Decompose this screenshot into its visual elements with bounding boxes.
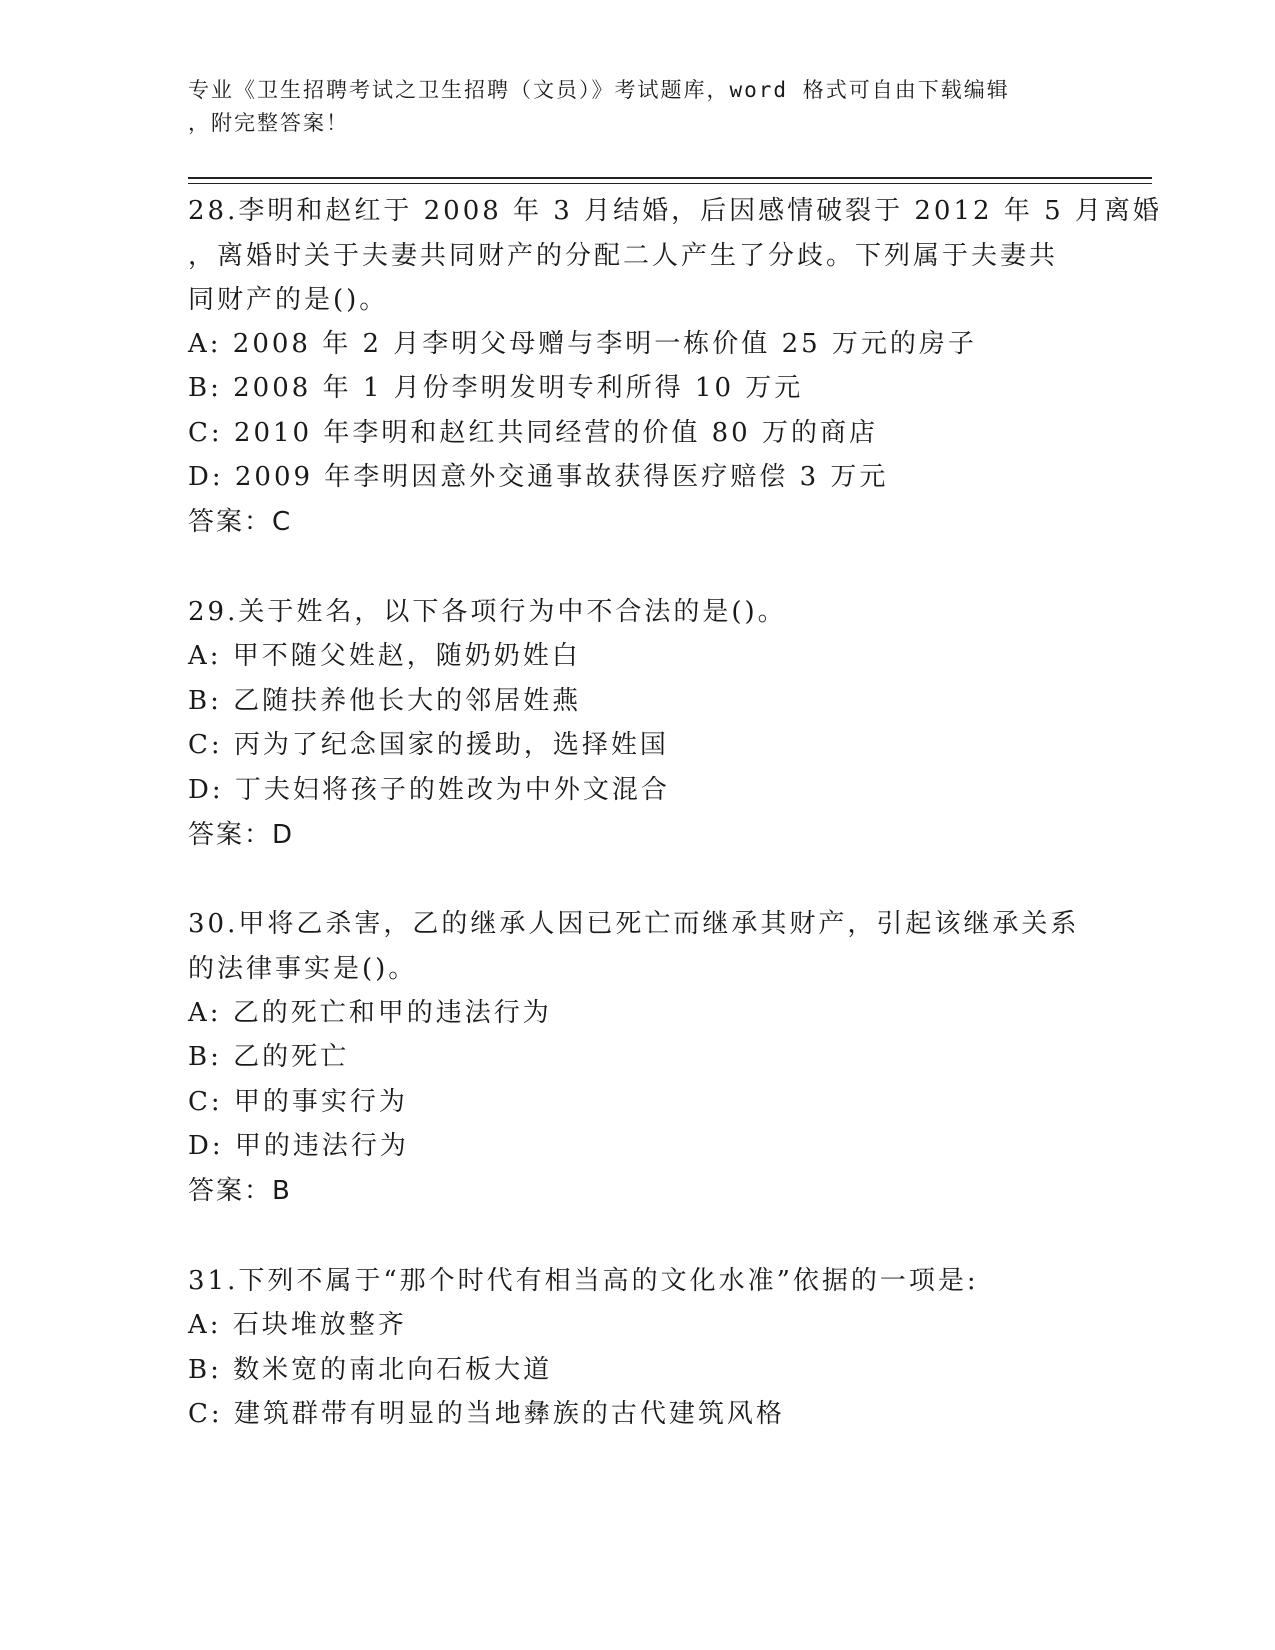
question-28-answer: 答案：C bbox=[188, 507, 293, 537]
question-31-option-a: A: 石块堆放整齐 bbox=[188, 1310, 407, 1340]
question-29-option-b: B: 乙随扶养他长大的邻居姓燕 bbox=[188, 686, 582, 716]
document-header bbox=[188, 74, 1068, 140]
question-30-option-c: C: 甲的事实行为 bbox=[188, 1087, 408, 1117]
question-30-option-a: A: 乙的死亡和甲的违法行为 bbox=[188, 998, 552, 1028]
question-28-stem-line-1: 28.李明和赵红于 2008 年 3 月结婚，后因感情破裂于 2012 年 5 月离婚 bbox=[188, 196, 1162, 226]
question-28-stem-line-2: ，离婚时关于夫妻共同财产的分配二人产生了分歧。下列属于夫妻共 bbox=[188, 241, 1059, 271]
question-30-option-d: D: 甲的违法行为 bbox=[188, 1131, 409, 1161]
question-29-answer: 答案：D bbox=[188, 820, 295, 850]
question-30-answer: 答案：B bbox=[188, 1176, 292, 1206]
question-31-option-c: C: 建筑群带有明显的当地彝族的古代建筑风格 bbox=[188, 1399, 785, 1429]
question-28-option-b: B: 2008 年 1 月份李明发明专利所得 10 万元 bbox=[188, 373, 804, 403]
question-28-option-a: A: 2008 年 2 月李明父母赠与李明一栋价值 25 万元的房子 bbox=[188, 329, 977, 359]
question-28-option-c: C: 2010 年李明和赵红共同经营的价值 80 万的商店 bbox=[188, 418, 878, 448]
question-31-option-b: B: 数米宽的南北向石板大道 bbox=[188, 1355, 553, 1385]
header-divider-thin bbox=[188, 183, 1152, 184]
question-29-stem-line-1: 29.关于姓名，以下各项行为中不合法的是()。 bbox=[188, 597, 787, 627]
question-29-option-a: A: 甲不随父姓赵，随奶奶姓白 bbox=[188, 641, 581, 671]
question-28-stem-line-3: 同财产的是()。 bbox=[188, 285, 389, 315]
question-30-option-b: B: 乙的死亡 bbox=[188, 1042, 350, 1072]
question-28-option-d: D: 2009 年李明因意外交通事故获得医疗赔偿 3 万元 bbox=[188, 462, 889, 492]
question-30-stem-line-1: 30.甲将乙杀害，乙的继承人因已死亡而继承其财产，引起该继承关系 bbox=[188, 909, 1080, 939]
header-line-2: ，附完整答案！ bbox=[188, 111, 349, 135]
question-29-option-c: C: 丙为了纪念国家的援助，选择姓国 bbox=[188, 730, 669, 760]
question-31-stem-line-1: 31.下列不属于“那个时代有相当高的文化水准”依据的一项是: bbox=[188, 1266, 979, 1296]
header-line-1: 专业《卫生招聘考试之卫生招聘（文员）》考试题库，word 格式可自由下载编辑 bbox=[188, 78, 1010, 102]
question-30-stem-line-2: 的法律事实是()。 bbox=[188, 954, 418, 984]
question-29-option-d: D: 丁夫妇将孩子的姓改为中外文混合 bbox=[188, 775, 670, 805]
header-divider-thick bbox=[188, 177, 1152, 179]
